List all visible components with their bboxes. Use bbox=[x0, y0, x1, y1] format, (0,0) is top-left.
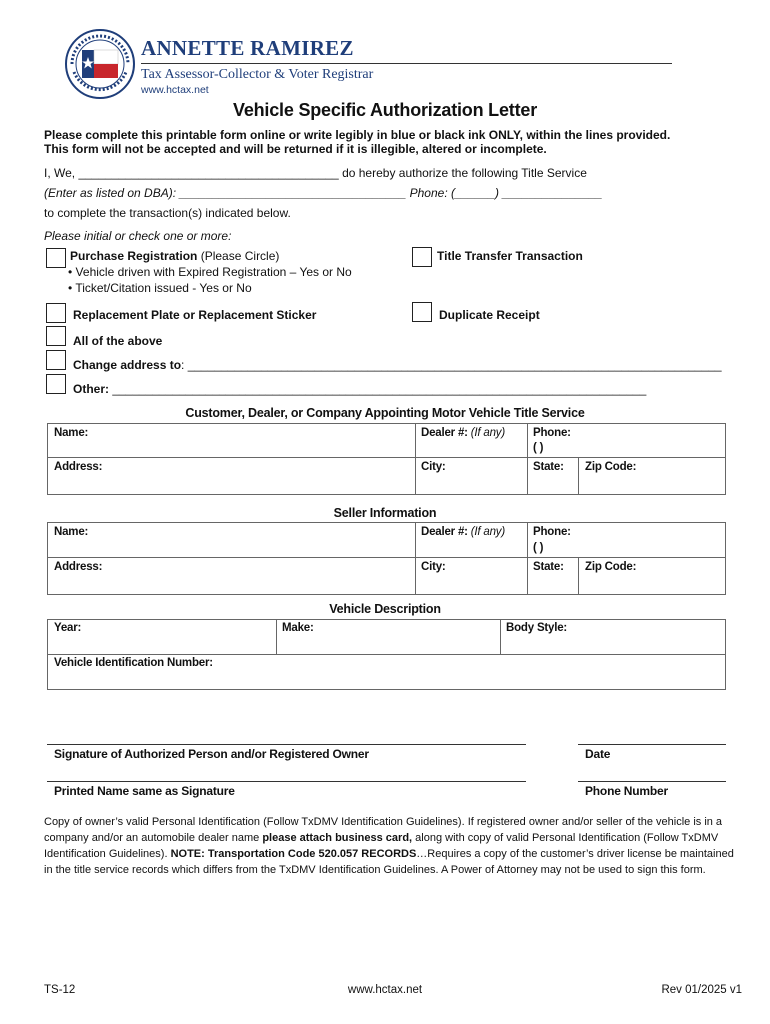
table-divider bbox=[415, 423, 416, 495]
instructions: Please complete this printable form online or write legibly in blue or black ink ONLY, within the lines provided. This form will not be accepted and will be returned if it is illegible, altered or incomplete. bbox=[44, 128, 671, 156]
phone-number-label: Phone Number bbox=[585, 784, 668, 798]
vehicle-make-field[interactable]: Make: bbox=[282, 622, 314, 634]
table-divider bbox=[47, 557, 726, 558]
phone-number-line[interactable] bbox=[578, 781, 726, 782]
seller-name-field[interactable]: Name: bbox=[54, 526, 89, 538]
vehicle-body-style-field[interactable]: Body Style: bbox=[506, 622, 568, 634]
options-prompt: Please initial or check one or more: bbox=[44, 229, 232, 243]
seller-state-field[interactable]: State: bbox=[533, 561, 564, 573]
customer-phone-paren: ( ) bbox=[533, 442, 544, 454]
seller-table bbox=[47, 522, 726, 595]
form-id: TS-12 bbox=[44, 984, 76, 996]
authorize-line-2[interactable]: (Enter as listed on DBA): __________________________________ Phone: (______) _______________ bbox=[44, 186, 603, 200]
title-transfer-checkbox[interactable] bbox=[412, 247, 432, 267]
duplicate-receipt-checkbox[interactable] bbox=[412, 302, 432, 322]
customer-table bbox=[47, 423, 726, 495]
seller-phone-paren: ( ) bbox=[533, 542, 544, 554]
identification-notice: Copy of owner’s valid Personal Identification (Follow TxDMV Identification Guidelines). If registered owner and/or seller of the vehicle is in a company and/or an automobile dealer name please attach business card, along with copy of valid Personal Identification (Follow TxDMV Identification Guidelines). NOTE: Transportation Code 520.057 RECORDS…Requires a copy of the customer’s driver license be maintained in the title service records which differs from the TxDMV Identification Guidelines. A Power of Attorney may not be used to sign this form. bbox=[44, 816, 734, 876]
ticket-citation-bullet: • Ticket/Citation issued - Yes or No bbox=[68, 281, 252, 295]
seller-phone-field[interactable]: Phone: bbox=[533, 526, 571, 538]
customer-dealer-field[interactable]: Dealer #: (If any) bbox=[421, 427, 505, 439]
seller-dealer-field[interactable]: Dealer #: (If any) bbox=[421, 526, 505, 538]
customer-city-field[interactable]: City: bbox=[421, 461, 446, 473]
seller-city-field[interactable]: City: bbox=[421, 561, 446, 573]
other-field[interactable]: Other: ________________________________________________________________________________ bbox=[73, 382, 647, 396]
customer-address-field[interactable]: Address: bbox=[54, 461, 103, 473]
replacement-plate-checkbox[interactable] bbox=[46, 303, 66, 323]
authorize-line-1[interactable]: I, We, _______________________________________ do hereby authorize the following Title Service bbox=[44, 166, 587, 180]
authorize-line-3: to complete the transaction(s) indicated below. bbox=[44, 206, 291, 220]
table-divider bbox=[47, 654, 726, 655]
other-checkbox[interactable] bbox=[46, 374, 66, 394]
seller-address-field[interactable]: Address: bbox=[54, 561, 103, 573]
official-title: Tax Assessor-Collector & Voter Registrar bbox=[141, 67, 374, 82]
seller-zip-field[interactable]: Zip Code: bbox=[585, 561, 637, 573]
vehicle-year-field[interactable]: Year: bbox=[54, 622, 82, 634]
revision: Rev 01/2025 v1 bbox=[661, 984, 742, 996]
customer-phone-field[interactable]: Phone: bbox=[533, 427, 571, 439]
tax-office-seal-logo bbox=[64, 28, 136, 100]
signature-label: Signature of Authorized Person and/or Registered Owner bbox=[54, 747, 369, 761]
official-name: ANNETTE RAMIREZ bbox=[141, 36, 354, 60]
table-divider bbox=[276, 619, 277, 654]
duplicate-receipt-label: Duplicate Receipt bbox=[439, 308, 540, 322]
customer-name-field[interactable]: Name: bbox=[54, 427, 89, 439]
table-divider bbox=[415, 522, 416, 595]
footer-website: www.hctax.net bbox=[347, 984, 423, 996]
table-divider bbox=[578, 457, 579, 495]
table-divider bbox=[527, 522, 528, 595]
printed-name-line[interactable] bbox=[47, 781, 526, 782]
page-title: Vehicle Specific Authorization Letter bbox=[233, 100, 537, 120]
date-label: Date bbox=[585, 747, 611, 761]
header-website: www.hctax.net bbox=[141, 84, 209, 96]
date-line[interactable] bbox=[578, 744, 726, 745]
table-divider bbox=[527, 423, 528, 495]
change-address-checkbox[interactable] bbox=[46, 350, 66, 370]
customer-zip-field[interactable]: Zip Code: bbox=[585, 461, 637, 473]
table-divider bbox=[578, 557, 579, 595]
expired-registration-bullet: • Vehicle driven with Expired Registration – Yes or No bbox=[68, 265, 352, 279]
table-divider bbox=[47, 457, 726, 458]
change-address-field[interactable]: Change address to: ________________________________________________________________________________ bbox=[73, 358, 722, 372]
signature-line[interactable] bbox=[47, 744, 526, 745]
purchase-registration-checkbox[interactable] bbox=[46, 248, 66, 268]
replacement-plate-label: Replacement Plate or Replacement Sticker bbox=[73, 308, 317, 322]
header-rule bbox=[141, 63, 672, 64]
customer-section-title: Customer, Dealer, or Company Appointing Motor Vehicle Title Service bbox=[185, 406, 585, 420]
vin-field[interactable]: Vehicle Identification Number: bbox=[54, 657, 213, 669]
printed-name-label: Printed Name same as Signature bbox=[54, 784, 235, 798]
customer-state-field[interactable]: State: bbox=[533, 461, 564, 473]
all-above-label: All of the above bbox=[73, 334, 163, 348]
purchase-registration-label: Purchase Registration (Please Circle) bbox=[70, 249, 280, 263]
seller-section-title: Seller Information bbox=[333, 506, 437, 520]
vehicle-section-title: Vehicle Description bbox=[329, 602, 441, 616]
title-transfer-label: Title Transfer Transaction bbox=[437, 249, 583, 263]
all-above-checkbox[interactable] bbox=[46, 326, 66, 346]
table-divider bbox=[500, 619, 501, 654]
